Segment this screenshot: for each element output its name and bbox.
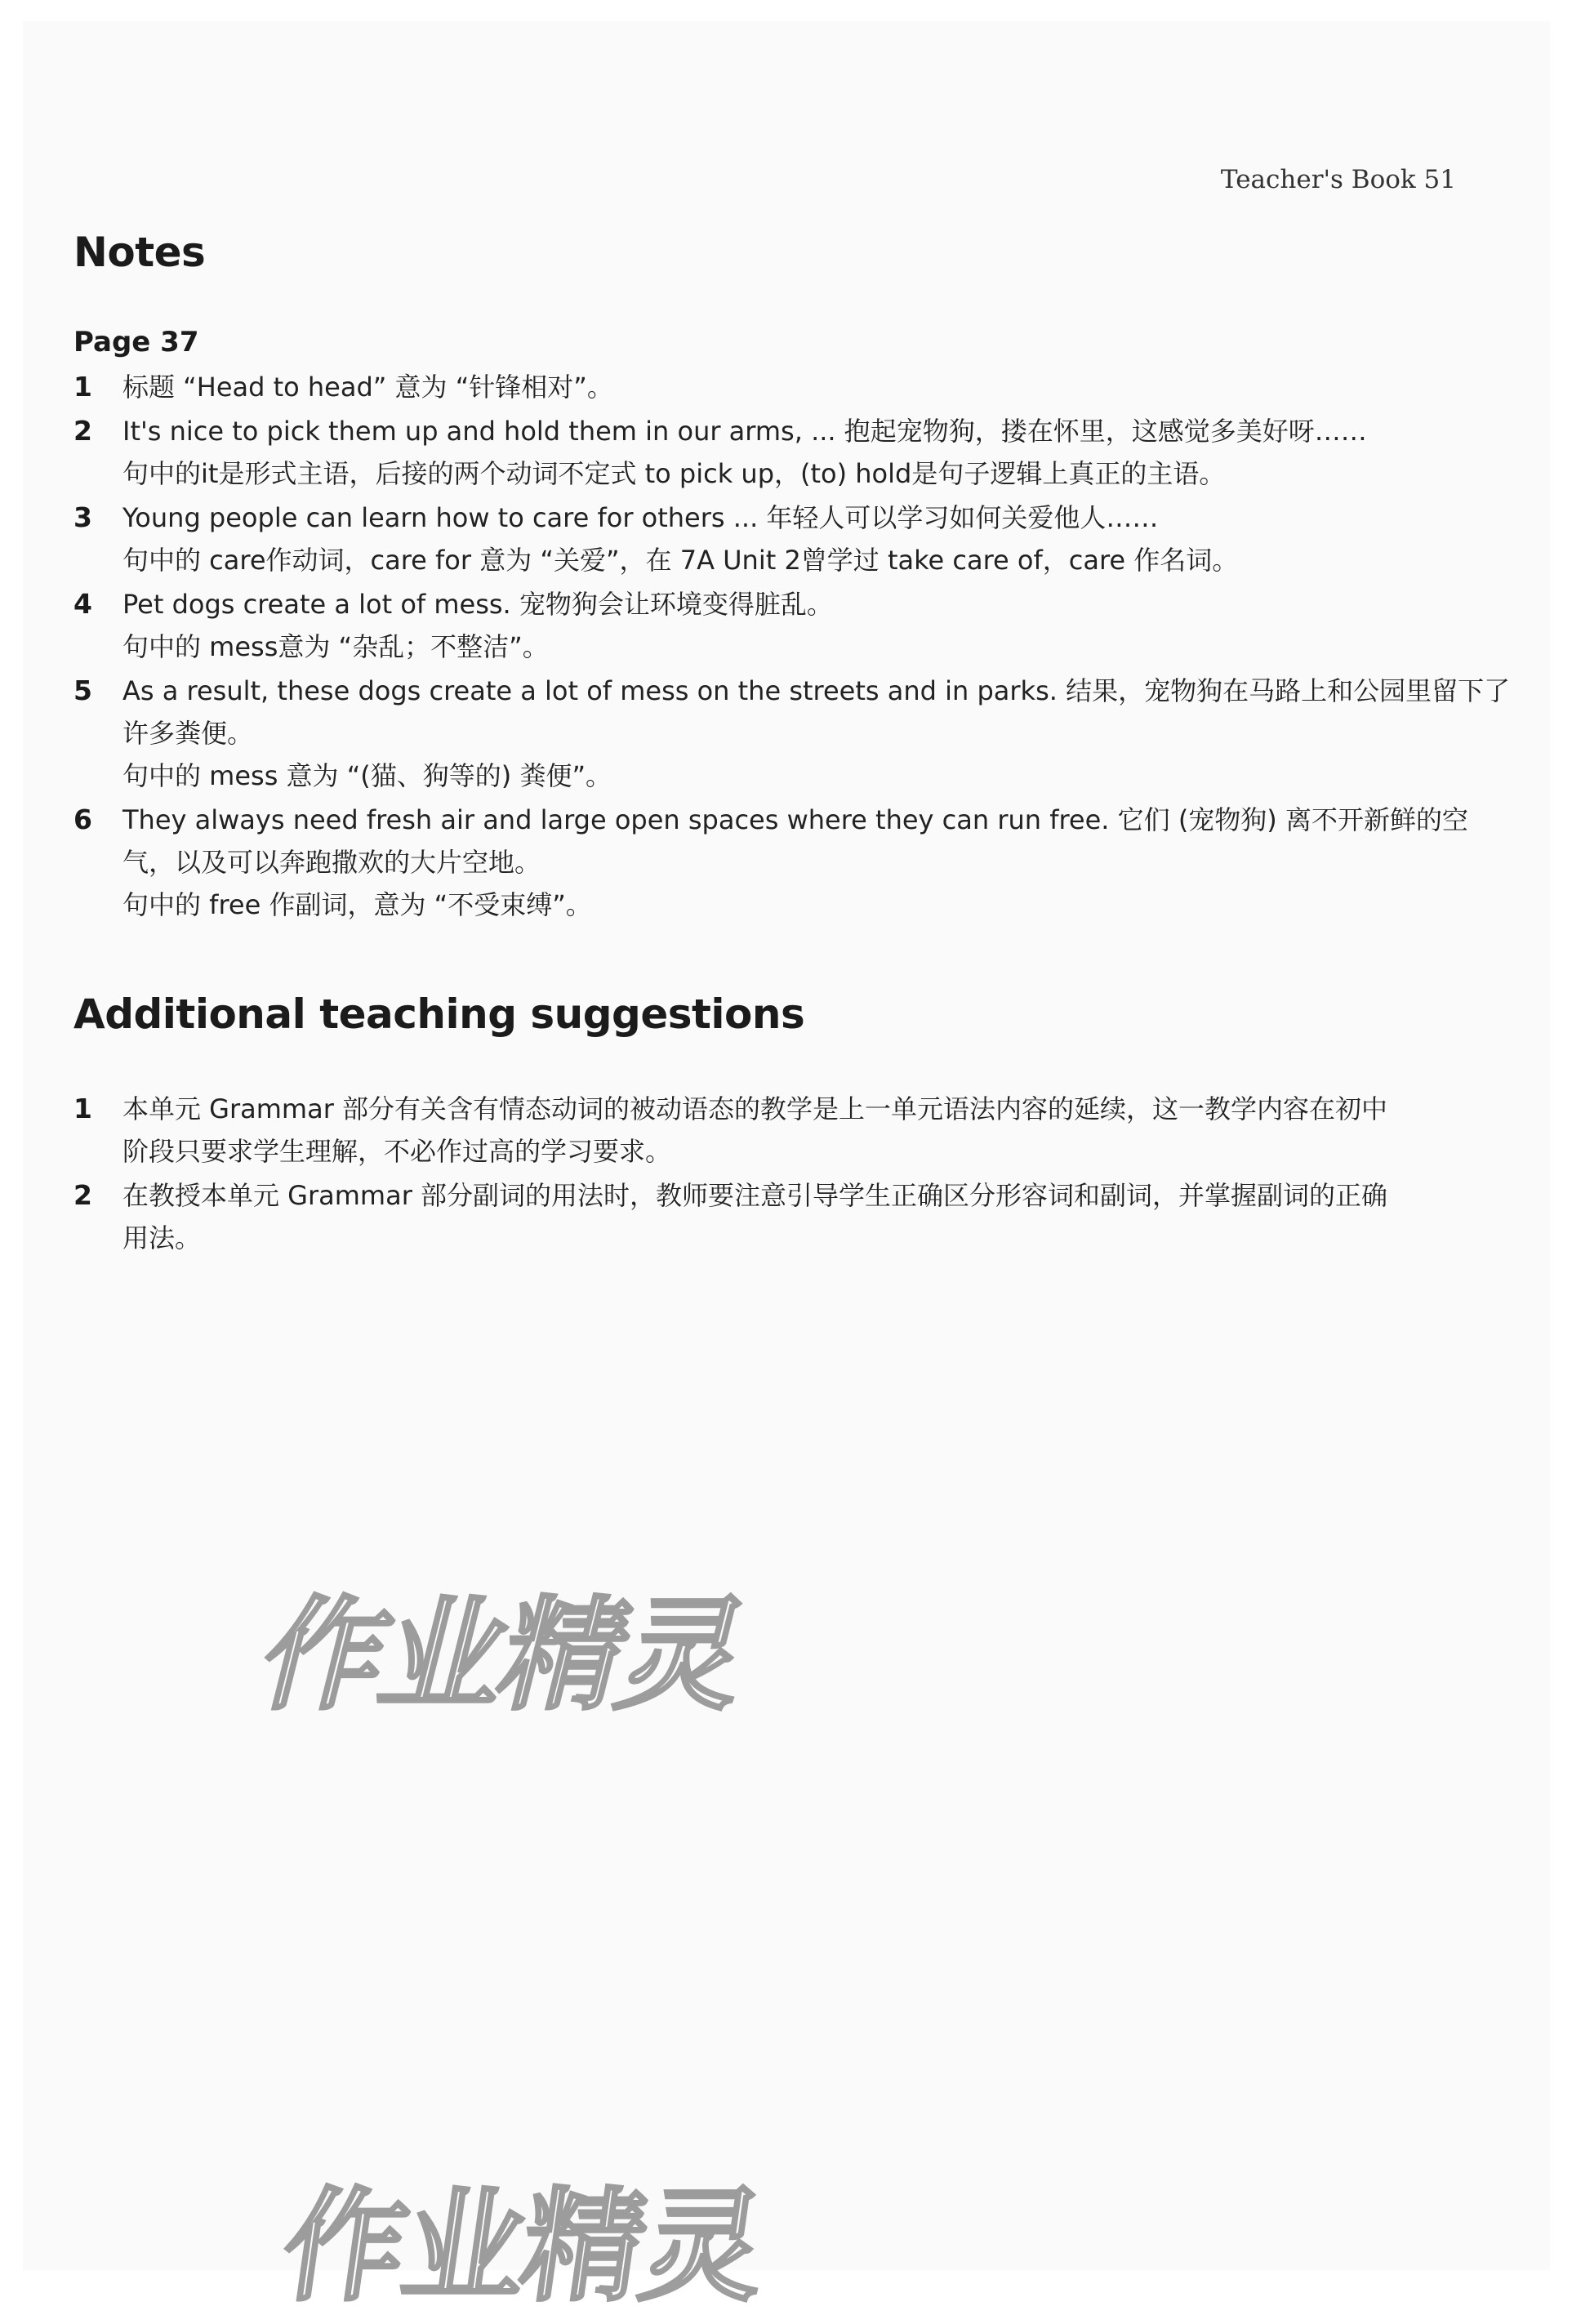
watermark-logo: 作业精灵 bbox=[274, 2176, 772, 2318]
note-number: 1 bbox=[73, 371, 92, 403]
page-reference: Page 37 bbox=[73, 326, 199, 358]
note-line: It's nice to pick them up and hold them in our arms, ... 抱起宠物狗，搂在怀里，这感觉多美好呀…… bbox=[122, 416, 1367, 447]
note-line: 许多粪便。 bbox=[122, 718, 254, 749]
suggestion-line: 在教授本单元 Grammar 部分副词的用法时，教师要注意引导学生正确区分形容词和副词，并掌握副词的正确 bbox=[122, 1180, 1388, 1211]
note-number: 2 bbox=[73, 415, 92, 447]
note-line: 句中的it是形式主语，后接的两个动词不定式 to pick up，(to) hold是句子逻辑上真正的主语。 bbox=[122, 458, 1226, 489]
watermark-logo: 作业精灵 bbox=[247, 1585, 760, 1727]
suggestion-item bbox=[73, 1088, 1511, 1173]
note-item bbox=[73, 366, 1511, 408]
suggestion-line: 本单元 Grammar 部分有关含有情态动词的被动语态的教学是上一单元语法内容的延续，这一教学内容在初中 bbox=[122, 1093, 1388, 1124]
note-line: 句中的 mess意为 “杂乱；不整洁”。 bbox=[122, 631, 549, 662]
note-item bbox=[73, 410, 1511, 495]
suggestion-item bbox=[73, 1174, 1511, 1259]
note-number: 4 bbox=[73, 588, 92, 620]
note-line: 句中的 mess 意为 “(猫、狗等的) 粪便”。 bbox=[122, 760, 612, 791]
note-line: Young people can learn how to care for others ... 年轻人可以学习如何关爱他人…… bbox=[122, 502, 1159, 533]
suggestion-number: 1 bbox=[73, 1093, 92, 1124]
document-page bbox=[23, 21, 1550, 2318]
note-line: Pet dogs create a lot of mess. 宠物狗会让环境变得脏乱。 bbox=[122, 589, 833, 620]
suggestion-line: 用法。 bbox=[122, 1222, 202, 1253]
note-item bbox=[73, 799, 1511, 926]
note-line: 句中的 free 作副词，意为 “不受束缚”。 bbox=[122, 889, 592, 920]
note-number: 5 bbox=[73, 674, 92, 706]
additional-suggestions-heading: Additional teaching suggestions bbox=[73, 991, 805, 1038]
note-line: They always need fresh air and large open spaces where they can run free. 它们 (宠物狗) 离不开新鲜的空 bbox=[122, 804, 1468, 835]
notes-list bbox=[73, 366, 1511, 928]
note-item bbox=[73, 583, 1511, 668]
suggestion-number: 2 bbox=[73, 1179, 92, 1211]
note-item bbox=[73, 670, 1511, 797]
note-line: 标题 “Head to head” 意为 “针锋相对”。 bbox=[122, 372, 613, 403]
note-line: 句中的 care作动词，care for 意为 “关爱”，在 7A Unit 2曾学过 take care of，care 作名词。 bbox=[122, 545, 1239, 576]
running-header: Teacher's Book 51 bbox=[1220, 165, 1456, 194]
note-item bbox=[73, 496, 1511, 581]
suggestion-line: 阶段只要求学生理解，不必作过高的学习要求。 bbox=[122, 1136, 672, 1167]
note-line: 气，以及可以奔跑撒欢的大片空地。 bbox=[122, 847, 541, 878]
suggestions-list bbox=[73, 1088, 1511, 1261]
notes-heading: Notes bbox=[73, 229, 206, 276]
note-number: 6 bbox=[73, 804, 92, 835]
note-line: As a result, these dogs create a lot of mess on the streets and in parks. 结果，宠物狗在马路上和公园里留下了 bbox=[122, 675, 1511, 706]
note-number: 3 bbox=[73, 501, 92, 533]
